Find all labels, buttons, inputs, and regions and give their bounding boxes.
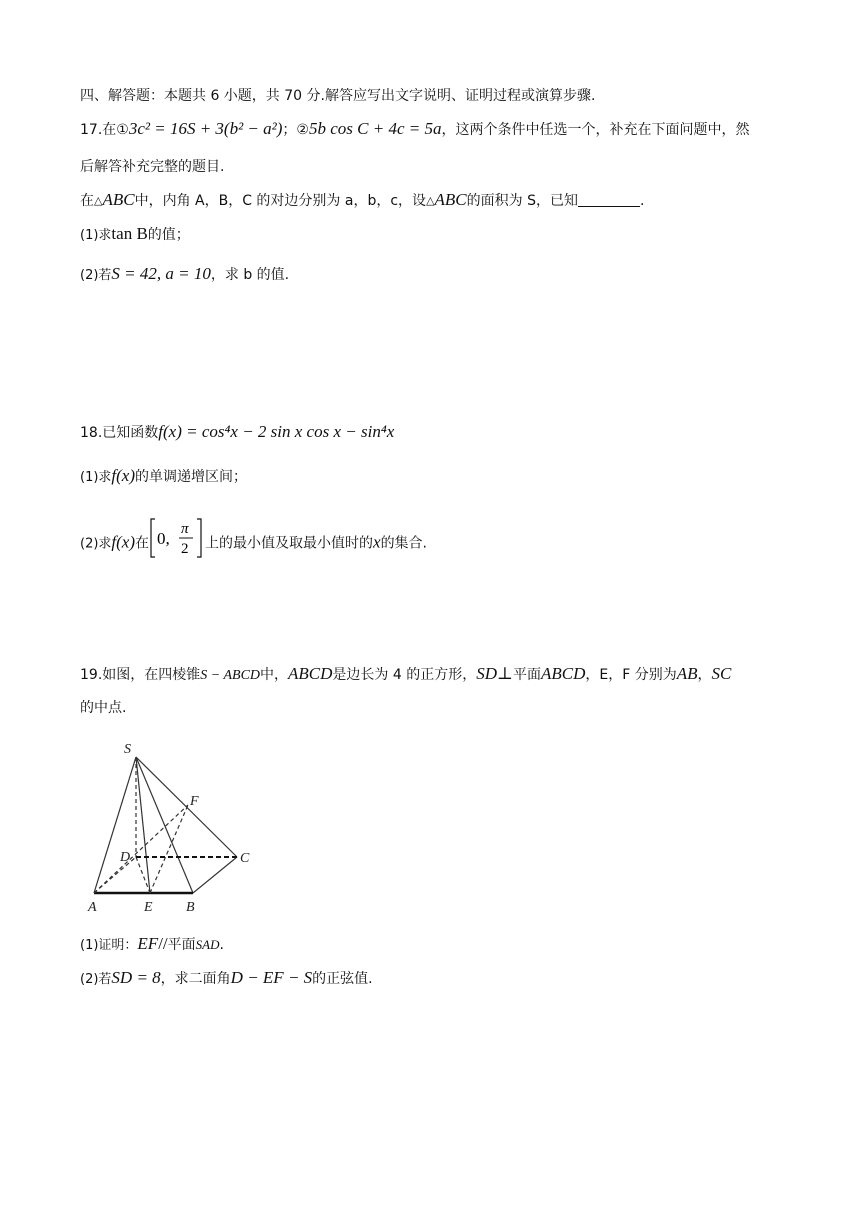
q18-part1-tail: 的单调递增区间； <box>135 469 248 485</box>
q19-text-e: ，E，F 分别为 <box>585 667 677 683</box>
segment-ef: EF <box>137 934 159 953</box>
q17-circle2: ② <box>296 122 309 138</box>
q18-intro: 已知函数 <box>102 425 159 441</box>
label-d: D <box>120 850 131 865</box>
plane-abcd: ABCD <box>541 664 586 683</box>
q18-part2-x: x <box>373 532 381 552</box>
q17-part2 <box>80 264 289 286</box>
q19-text-a: 如图，在四棱锥 <box>102 667 201 683</box>
segment-sd: SD <box>476 664 497 683</box>
label-f: F <box>190 794 199 809</box>
q17-circle1: ① <box>116 122 129 138</box>
q17-line3-start: 在 <box>80 193 94 209</box>
triangle-abc: ABC <box>102 190 135 209</box>
q18-number: 18. <box>80 425 103 441</box>
plane-sad: SAD <box>195 937 220 952</box>
q17-line1 <box>80 117 749 142</box>
q17-part1-tail: 的值； <box>147 227 190 243</box>
q19-number: 19. <box>80 667 103 683</box>
q18-line1 <box>80 422 394 443</box>
q19-text-c: 是边长为 4 的正方形， <box>332 667 477 683</box>
q19-part1-label: (1)证明： <box>80 938 138 953</box>
pyramid-name: S − ABCD <box>200 668 261 683</box>
q19-part2-end: 的正弦值. <box>312 971 373 987</box>
q17-part2-label: (2)若 <box>80 268 112 283</box>
pyramid-figure <box>80 735 260 915</box>
q19-line1 <box>80 664 731 686</box>
section-header: 四、解答题：本题共 6 小题，共 70 分.解答应写出文字说明、证明过程或演算步骤. <box>80 88 596 104</box>
q18-part2-math: f(x) <box>111 532 136 552</box>
q19-part1-end: . <box>219 937 224 953</box>
interval-denominator: 2 <box>181 541 189 557</box>
label-s: S <box>124 742 131 757</box>
q19-text-d: 平面 <box>513 667 541 683</box>
q19-part2-math: SD = 8 <box>111 968 161 987</box>
q19-part1 <box>80 934 224 956</box>
q19-text-b: 中， <box>260 667 289 683</box>
q18-part1 <box>80 466 247 488</box>
square-abcd: ABCD <box>288 664 333 683</box>
label-e: E <box>144 900 153 915</box>
q19-part2 <box>80 968 373 990</box>
edge-bc <box>193 857 237 893</box>
edge-sb <box>136 757 193 893</box>
segment-ab: AB <box>676 664 698 683</box>
q17-intro: 在 <box>102 122 117 138</box>
fill-in-blank <box>578 192 640 207</box>
label-a: A <box>88 900 97 915</box>
q17-condition2: 5b cos C + 4c = 5a <box>308 119 442 138</box>
q17-part1-math: tan B <box>111 224 148 243</box>
q19-line2: 的中点. <box>80 700 127 716</box>
edge-se <box>136 757 150 893</box>
q18-part1-math: f(x) <box>111 466 136 485</box>
triangle-abc: ABC <box>434 190 467 209</box>
q18-part2-end: 的集合. <box>380 535 428 552</box>
q17-number: 17. <box>80 122 103 138</box>
q17-part2-tail: ，求 b 的值. <box>210 267 290 283</box>
perpendicular-symbol: ⊥ <box>497 664 513 683</box>
interval-bracket <box>149 516 205 571</box>
q17-part1-label: (1)求 <box>80 228 112 243</box>
q18-part1-label: (1)求 <box>80 470 112 485</box>
interval-pi: π <box>181 521 189 537</box>
interval-left: 0, <box>157 529 170 548</box>
q19-part2-label: (2)若 <box>80 972 112 987</box>
segment-ef-hidden <box>150 805 188 893</box>
label-c: C <box>240 851 250 866</box>
q18-part2-tail: 上的最小值及取最小值时的 <box>205 535 374 552</box>
q19-part2-tail: ，求二面角 <box>160 971 231 987</box>
label-b: B <box>186 900 195 915</box>
comma: ， <box>697 667 712 683</box>
q17-part1 <box>80 224 190 246</box>
q17-condition1: 3c² = 16S + 3(b² − a²) <box>128 119 283 138</box>
closed-interval-0-to-pi-over-2 <box>149 516 205 560</box>
q18-function: f(x) = cos⁴x − 2 sin x cos x − sin⁴x <box>158 422 395 441</box>
q18-part2-label: (2)求 <box>80 536 112 552</box>
q17-line3 <box>80 190 644 211</box>
q17-line2: 后解答补充完整的题目. <box>80 159 225 175</box>
q17-line3-middle: 中，内角 A，B，C 的对边分别为 a，b，c，设 <box>134 193 427 209</box>
q18-part2-in: 在 <box>135 535 150 552</box>
triangle-symbol: △ <box>94 194 103 207</box>
q17-line3-end: . <box>639 193 645 209</box>
q18-part2 <box>80 516 427 571</box>
q19-part1-tail: 平面 <box>167 937 196 953</box>
segment-sc: SC <box>711 664 732 683</box>
q17-part2-math: S = 42, a = 10 <box>111 264 211 283</box>
dihedral-angle: D − EF − S <box>230 968 313 987</box>
q17-line1-tail: ，这两个条件中任选一个，补充在下面问题中，然 <box>441 122 750 138</box>
triangle-symbol: △ <box>426 194 435 207</box>
parallel-symbol: // <box>158 934 168 953</box>
q17-separator: ； <box>282 122 297 138</box>
q17-line3-tail: 的面积为 S，已知 <box>466 193 578 209</box>
